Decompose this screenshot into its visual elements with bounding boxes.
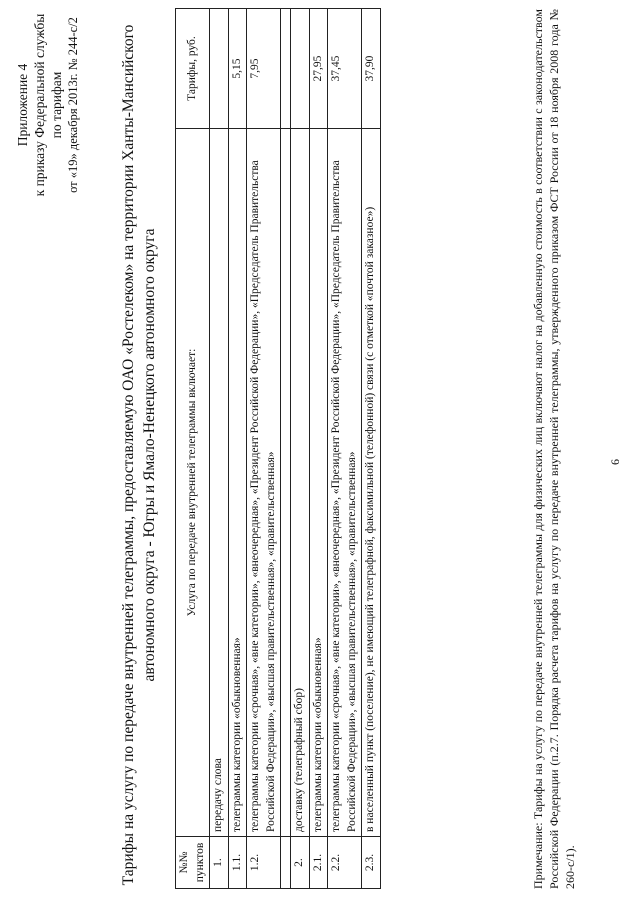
row-number: 2.2. [328, 837, 362, 889]
header-number: №№ пунктов [176, 837, 210, 889]
row-service: телеграммы категории «срочная», «вне категории», «внеочередная», «Президент Российской Федерации», «Председатель Правительства Российской Федерации», «высшая правительственная», «правительственная» [328, 129, 362, 837]
row-number: 2. [291, 837, 310, 889]
row-price: 7,95 [247, 9, 281, 129]
table-row [309, 9, 328, 889]
row-number: 1.2. [247, 837, 281, 889]
row-number: 2.3. [362, 837, 381, 889]
table-row [291, 9, 310, 889]
document-title: Тарифы на услугу по передаче внутренней телеграммы, предоставляемую ОАО «Ростелеком» на территории Ханты-Мансийского автономного округа - Югры и Ямало-Ненецкого автономного округа [120, 24, 158, 886]
spacer-cell [281, 837, 291, 889]
table-row [210, 9, 229, 889]
row-price: 27,95 [309, 9, 328, 129]
table-row [228, 9, 247, 889]
row-number: 2.1. [309, 837, 328, 889]
spacer-cell [281, 129, 291, 837]
row-number: 1.1. [228, 837, 247, 889]
tariff-table [175, 8, 381, 889]
row-service: доставку (телеграфный сбор) [291, 129, 310, 837]
spacer-cell [281, 9, 291, 129]
row-service: передачу слова [210, 129, 229, 837]
row-service: телеграммы категории «срочная», «вне категории», «внеочередная», «Президент Российской Федерации», «Председатель Правительства Российской Федерации», «высшая правительственная», «правительственная» [247, 129, 281, 837]
appendix-header [14, 5, 82, 205]
appendix-line-2: к приказу Федеральной службы по тарифам [32, 13, 64, 197]
page-number: 6 [608, 459, 622, 465]
table-row [328, 9, 362, 889]
row-service: в населенный пункт (поселение), не имеющий телеграфной, факсимильной (телефонной) связи (с отметкой «почтой заказное») [362, 129, 381, 837]
table-row [362, 9, 381, 889]
table-header-row [176, 9, 210, 889]
row-price: 37,90 [362, 9, 381, 129]
appendix-line-1: Приложение 4 [15, 63, 30, 147]
row-service: телеграммы категории «обыкновенная» [309, 129, 328, 837]
row-price [210, 9, 229, 129]
row-price: 5,15 [228, 9, 247, 129]
note: Примечание: Тарифы на услугу по передаче внутренней телеграммы для физических лиц включают налог на добавленную стоимость в соответствии с законодательством Российской Федерации (п.2.7. Порядка расчета тарифов на услугу по передаче внутренней телеграммы, утвержденного приказом ФСТ России от 18 ноября 2008 года № 260-с/1). [531, 9, 577, 889]
row-price [291, 9, 310, 129]
header-tariff: Тарифы, руб. [176, 9, 210, 129]
appendix-line-3: от «19» декабря 2013г. № 244-с/2 [66, 17, 80, 193]
row-service: телеграммы категории «обыкновенная» [228, 129, 247, 837]
row-price: 37,45 [328, 9, 362, 129]
header-service: Услуга по передаче внутренней телеграммы включает: [176, 129, 210, 837]
row-number: 1. [210, 837, 229, 889]
table-row [247, 9, 281, 889]
table-spacer-row [281, 9, 291, 889]
